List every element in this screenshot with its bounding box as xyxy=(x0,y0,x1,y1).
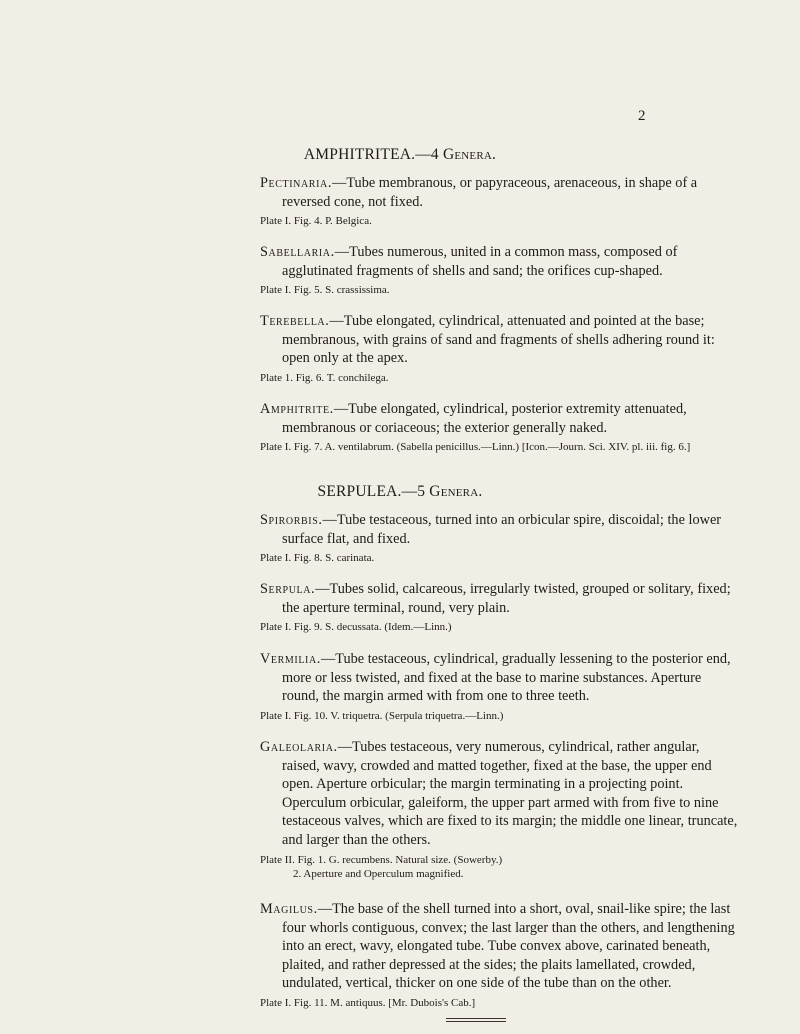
plate-reference: Plate I. Fig. 7. A. ventilabrum. (Sabella penicillus.—Linn.) [Icon.—Journ. Sci. XIV. pl. iii. fig. 6.] xyxy=(260,441,691,454)
genus-text: —Tubes numerous, united in a common mass, composed of agglutinated fragments of shells and sand; the orifices cup-shaped. xyxy=(282,244,678,279)
genus-name: Sabellaria. xyxy=(260,244,335,260)
end-rule xyxy=(446,1021,506,1022)
entry-galeolaria xyxy=(260,738,740,881)
genus-name: Amphitrite. xyxy=(260,401,334,417)
entry-description xyxy=(260,243,740,280)
section-heading-amphitritea xyxy=(0,146,800,164)
plate-reference: Plate I. Fig. 4. P. Belgica. xyxy=(260,215,372,228)
entry-vermilia xyxy=(260,650,740,723)
section-heading-serpulea xyxy=(0,483,800,501)
entry-pectinaria xyxy=(260,174,740,228)
genus-name: Pectinaria. xyxy=(260,175,333,191)
entry-magilus xyxy=(260,900,740,1010)
genus-text: —Tube membranous, or papyraceous, arenaceous, in shape of a reversed cone, not fixed. xyxy=(282,175,698,210)
genus-name: Vermilia. xyxy=(260,651,321,667)
entry-description xyxy=(260,400,740,437)
entry-sabellaria xyxy=(260,243,740,297)
genus-text: —Tubes solid, calcareous, irregularly twisted, grouped or solitary, fixed; the aperture terminal, round, very plain. xyxy=(282,581,731,616)
genus-text: —Tube elongated, cylindrical, posterior extremity attenuated, membranous or coriaceous; the exterior generally naked. xyxy=(282,401,687,436)
entry-serpula xyxy=(260,580,740,634)
genus-text: —Tube testaceous, turned into an orbicular spire, discoidal; the lower surface flat, and fixed. xyxy=(282,512,722,547)
genus-text: —Tube testaceous, cylindrical, gradually lessening to the posterior end, more or less twisted, and fixed at the base to marine substances. Aperture round, the margin armed with from one to three teeth. xyxy=(282,651,731,705)
entry-description xyxy=(260,650,740,706)
plate-reference: Plate I. Fig. 10. V. triquetra. (Serpula triquetra.—Linn.) xyxy=(260,709,504,722)
plate-reference: Plate I. Fig. 5. S. crassissima. xyxy=(260,284,390,297)
genus-name: Terebella. xyxy=(260,313,330,329)
end-rule xyxy=(446,1018,506,1019)
plate-reference: Plate I. Fig. 9. S. decussata. (Idem.—Linn.) xyxy=(260,621,452,634)
genus-text: —Tubes testaceous, very numerous, cylindrical, rather angular, raised, wavy, crowded and matted together, fixed at the base, the upper end open. Aperture orbicular; the margin terminating in a projecting point. Operculum orbicular, galeiform, the upper part armed with from five to nine testaceous valves, which are fixed to its margin; the middle one linear, truncate, and larger than the others. xyxy=(282,739,738,848)
plate-reference: Plate II. Fig. 1. G. recumbens. Natural size. (Sowerby.) xyxy=(260,853,503,866)
entry-description xyxy=(260,174,740,211)
plate-reference: Plate I. Fig. 11. M. antiquus. [Mr. Dubois's Cab.] xyxy=(260,996,476,1009)
section-dash: — xyxy=(415,146,431,163)
page-number: 2 xyxy=(638,108,646,124)
plate-reference: Plate 1. Fig. 6. T. conchilega. xyxy=(260,371,389,384)
genus-name: Magilus. xyxy=(260,901,318,917)
entry-description xyxy=(260,580,740,617)
section-title: SERPULEA. xyxy=(317,483,402,500)
entry-amphitrite xyxy=(260,400,740,454)
entry-description xyxy=(260,900,740,993)
entry-description xyxy=(260,312,740,368)
genus-name: Galeolaria. xyxy=(260,739,338,755)
section-count: 5 Genera. xyxy=(417,483,483,500)
genus-text: —The base of the shell turned into a short, oval, snail-like spire; the last four whorls contiguous, convex; the last larger than the others, and lengthening into an erect, wavy, elongated tube. Tube convex above, carinated beneath, plaited, and rather depressed at the sides; the plaits lamellated, crowded, undulated, vertical, thicker on one side of the tube than on the other. xyxy=(282,901,735,992)
entry-description xyxy=(260,738,740,850)
genus-name: Serpula. xyxy=(260,581,316,597)
plate-reference: 2. Aperture and Operculum magnified. xyxy=(293,867,464,880)
section-count: 4 Genera. xyxy=(430,146,497,163)
section-dash: — xyxy=(401,483,418,500)
entry-description xyxy=(260,511,740,548)
genus-name: Spirorbis. xyxy=(260,512,323,528)
genus-text: —Tube elongated, cylindrical, attenuated and pointed at the base; membranous, with grains of sand and fragments of shells adhering round it: open only at the apex. xyxy=(282,313,715,367)
entry-terebella xyxy=(260,312,740,385)
section-title: AMPHITRITEA. xyxy=(303,146,416,163)
entry-spirorbis xyxy=(260,511,740,565)
plate-reference: Plate I. Fig. 8. S. carinata. xyxy=(260,552,375,565)
